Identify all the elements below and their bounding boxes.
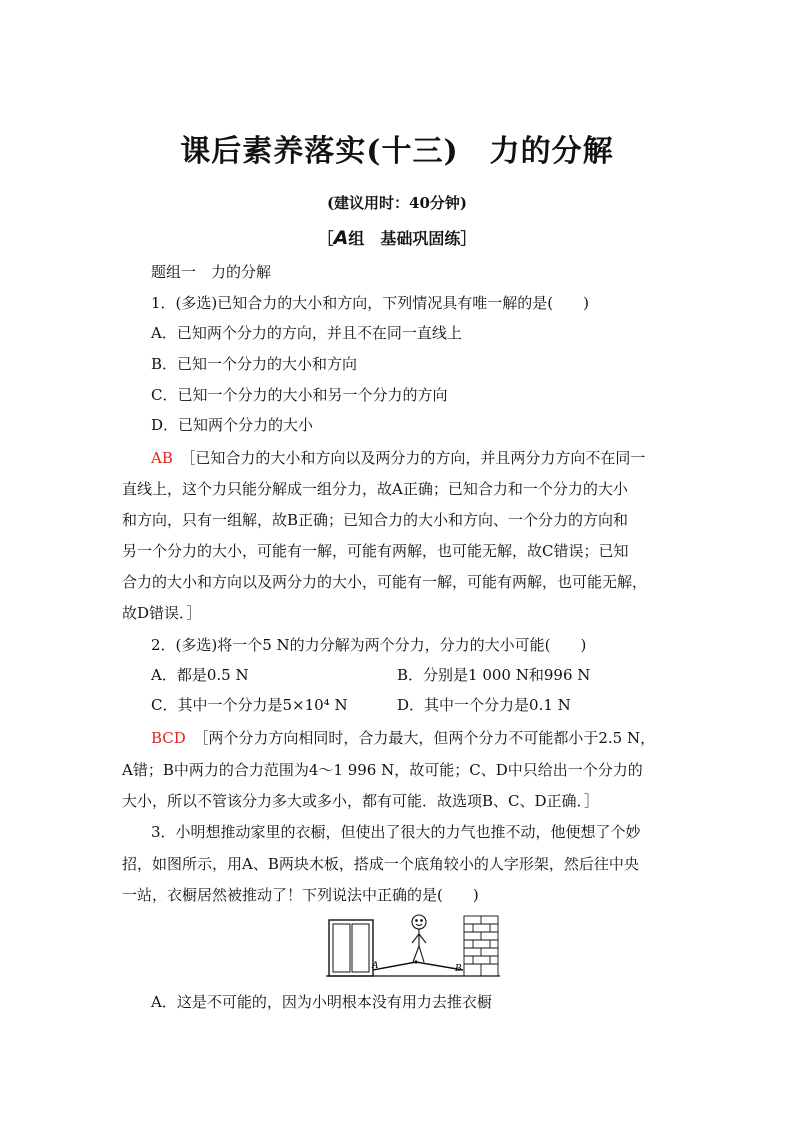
- figure-label-b: B: [455, 964, 462, 974]
- q2-stem: 2．(多选)将一个5 N的力分解为两个分力，分力的大小可能( ): [151, 636, 587, 654]
- q1-stem: 1．(多选)已知合力的大小和方向，下列情况具有唯一解的是( ): [151, 294, 589, 312]
- section-bracket-close: ］: [460, 229, 477, 248]
- q2-option-a: A．都是0.5 N: [151, 666, 249, 684]
- q2-answer: BCD: [151, 729, 186, 747]
- q1-explanation-line: 故D错误．］: [122, 604, 202, 622]
- q1-option-d: D．已知两个分力的大小: [151, 416, 314, 434]
- q3-stem-line: 一站，衣橱居然被推动了！下列说法中正确的是( ): [122, 886, 479, 904]
- q1-answer-line: [151, 447, 645, 468]
- topic-heading: 题组一 力的分解: [151, 263, 272, 281]
- q3-stem-line: 招，如图所示，用A、B两块木板，搭成一个底角较小的人字形架，然后往中央: [122, 855, 639, 873]
- page-title: 课后素养落实(十三) 力的分解: [180, 134, 614, 169]
- board-shape: [373, 962, 463, 970]
- q2-option-d: D．其中一个分力是0.1 N: [397, 696, 571, 714]
- section-header: [0, 226, 794, 249]
- q2-option-b: B．分别是1 000 N和996 N: [397, 666, 591, 684]
- q2-option-c: C．其中一个分力是5×10⁴ N: [151, 696, 348, 714]
- person-figure: [412, 915, 426, 962]
- wardrobe-shape: [329, 920, 373, 976]
- figure-label-a: A: [372, 961, 379, 971]
- q1-answer: AB: [151, 449, 173, 467]
- q1-option-a: A．已知两个分力的方向，并且不在同一直线上: [151, 324, 462, 342]
- q2-answer-line: [151, 727, 655, 748]
- q1-explanation-line: 直线上，这个力只能分解成一组分力，故A正确；已知合力和一个分力的大小: [122, 480, 628, 498]
- q3-stem-line: 3．小明想推动家里的衣橱，但使出了很大的力气也推不动，他便想了个妙: [151, 823, 641, 841]
- q1-explanation-line: ［已知合力的大小和方向以及两分力的方向，并且两分力方向不在同一: [187, 449, 646, 467]
- q1-explanation-line: 合力的大小和方向以及两分力的大小，可能有一解，可能有两解，也可能无解，: [122, 573, 648, 591]
- section-title: 组 基础巩固练: [348, 229, 461, 248]
- q3-option-a: A．这是不可能的，因为小明根本没有用力去推衣橱: [151, 993, 492, 1011]
- q2-explanation-line: 大小，所以不管该分力多大或多小，都有可能．故选项B、C、D正确．］: [122, 792, 600, 810]
- q2-explanation-line: ［两个分力方向相同时，合力最大，但两个分力不可能都小于2.5 N，: [200, 729, 656, 747]
- section-bracket-open: ［: [317, 229, 334, 248]
- q2-explanation-line: A错；B中两力的合力范围为4～1 996 N，故可能；C、D中只给出一个分力的: [122, 761, 643, 779]
- suggested-time: (建议用时：40分钟): [326, 194, 468, 212]
- q1-option-b: B．已知一个分力的大小和方向: [151, 355, 358, 373]
- q1-explanation-line: 和方向，只有一组解，故B正确；已知合力的大小和方向、一个分力的方向和: [122, 511, 629, 529]
- wardrobe-figure: [324, 910, 500, 980]
- q1-explanation-line: 另一个分力的大小，可能有一解，可能有两解，也可能无解，故C错误；已知: [122, 542, 629, 560]
- q1-option-c: C．已知一个分力的大小和另一个分力的方向: [151, 386, 448, 404]
- brick-wall: [464, 916, 498, 976]
- section-group-letter: A: [333, 227, 349, 249]
